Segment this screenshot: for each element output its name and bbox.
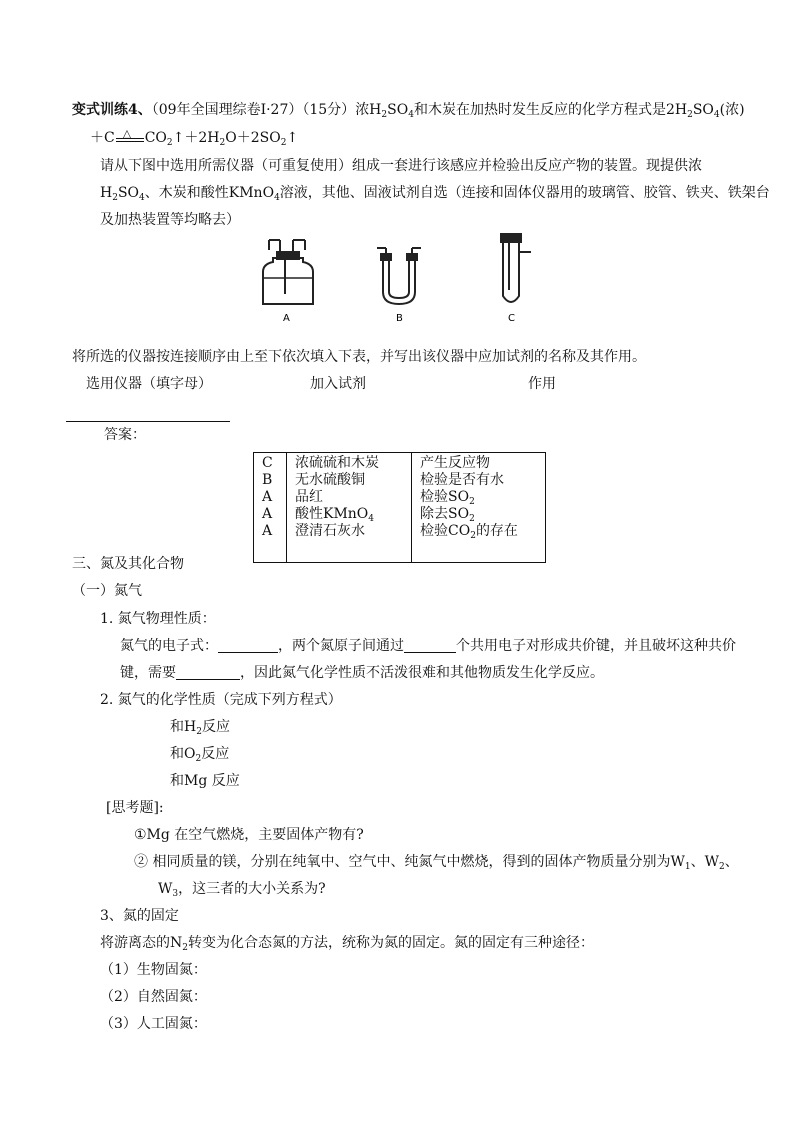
answer-role [420, 489, 537, 506]
answer-role [420, 506, 537, 523]
subscript: 4 [368, 514, 375, 524]
answer-reagent: 澄清石灰水 [295, 523, 365, 539]
subscript: 2 [112, 193, 118, 203]
text: ② 相同质量的镁，分别在纯氧中、空气中、纯氮气中燃烧，得到的固体产物质量分别为W [134, 854, 685, 870]
equation-line [90, 128, 298, 148]
subscript: 2 [196, 727, 202, 737]
subscript: 2 [182, 943, 188, 953]
text: 和O [170, 746, 196, 762]
answer-role-text: 的存在 [475, 523, 518, 539]
text: 反应 [201, 719, 230, 735]
fixation-way-2: （2）自然固氮： [100, 989, 207, 1005]
answer-role-text: 检验CO [420, 523, 471, 539]
stem-text: SO [692, 102, 714, 118]
subscript: 2 [219, 138, 226, 148]
text: ，因此氮气化学性质不活泼很难和其他物质发生化学反应。 [240, 665, 604, 681]
text: 溶液，其他、固液试剂自选（连接和固体仪器用的玻璃管、胶管、铁夹、铁架台 [279, 185, 770, 201]
item-1-line-2 [120, 663, 604, 683]
heating-equals-sign [115, 128, 145, 148]
text: ，两个氮原子间通过 [278, 638, 404, 654]
think-question-2 [134, 852, 739, 872]
fixation-way-3: （3）人工固氮： [100, 1016, 207, 1032]
think-question-1: ①Mg 在空气燃烧，主要固体产物有? [134, 827, 364, 843]
answer-role: 产生反应物 [420, 455, 490, 471]
exercise-line-1 [72, 100, 745, 120]
answer-col-reagent [287, 453, 412, 563]
section-title: 三、氮及其化合物 [72, 556, 184, 572]
subscript: 2 [718, 862, 725, 872]
col-header-reagent: 加入试剂 [310, 376, 366, 392]
answer-reagent-text: 酸性KMnO [295, 506, 369, 522]
subscript: 3 [172, 889, 179, 899]
stem-text: SO [387, 102, 409, 118]
text: ，这三者的大小关系为? [178, 881, 326, 897]
item-3-description [100, 933, 594, 953]
subscript: 2 [469, 497, 475, 507]
eq-text: ＋C [90, 130, 115, 146]
answer-label: 答案： [104, 427, 146, 443]
answer-reagent: 浓硫硫和木炭 [295, 455, 379, 471]
exercise-source: （09年全国理综卷Ⅰ·27）（15分） [151, 102, 356, 118]
answer-role-text: 除去SO [420, 506, 470, 522]
stem-text: 和木炭在加热时发生反应的化学方程式是2H [413, 102, 688, 118]
answer-col-instrument [254, 453, 287, 563]
eq-text: ↑＋2H [172, 130, 220, 146]
col-header-role: 作用 [528, 376, 556, 392]
fixation-way-1: （1）生物固氮： [100, 962, 207, 978]
subscript: 2 [166, 138, 173, 148]
stem-text: (浓) [719, 102, 745, 118]
stem-text: 浓H [355, 102, 382, 118]
subscript: 2 [469, 514, 475, 524]
think-heading: [思考题]: [106, 800, 164, 816]
item-1-line-1 [120, 636, 736, 656]
subsection-title: （一）氮气 [72, 583, 142, 599]
gas-washing-bottle-icon [263, 240, 313, 304]
answer-reagent: 品红 [295, 489, 323, 505]
text: 个共用电子对形成共价键，并且破坏这种共价 [456, 638, 736, 654]
answer-inst: B [262, 472, 273, 488]
apparatus-label-c: C [508, 313, 515, 324]
eq-text: CO [144, 130, 167, 146]
answer-inst: A [262, 489, 273, 505]
subscript: 4 [274, 193, 280, 203]
answer-role: 检验是否有水 [420, 472, 504, 488]
text: 氮气的电子式： [120, 638, 218, 654]
heat-condition: △ [122, 127, 132, 140]
answer-role-text: 检验SO [420, 489, 470, 505]
answer-table [253, 452, 546, 563]
text: 和H [170, 719, 197, 735]
item-1-heading: 1. 氮气物理性质： [100, 611, 216, 627]
subscript: 2 [687, 110, 693, 120]
answer-inst: C [262, 455, 273, 471]
eq-text: ↑ [286, 130, 299, 146]
exercise-line-4 [100, 183, 770, 203]
fill-instruction: 将所选的仪器按连接顺序由上至下依次填入下表，并写出该仪器中应加试剂的名称及其作用。 [72, 349, 646, 365]
text: W [158, 881, 173, 897]
fill-blank[interactable] [218, 638, 278, 653]
apparatus-label-a: A [283, 313, 290, 324]
fill-blank[interactable] [176, 665, 240, 680]
answer-col-role [412, 453, 546, 563]
item-3-heading: 3、氮的固定 [100, 908, 179, 924]
text: 反应 [201, 746, 230, 762]
apparatus-figure [255, 230, 545, 325]
u-tube-icon [377, 248, 421, 304]
subscript: 4 [408, 110, 414, 120]
eq-text: O＋2SO [225, 130, 281, 146]
subscript: 2 [280, 138, 287, 148]
text: SO [117, 185, 140, 201]
text: 、W [690, 854, 719, 870]
reaction-h2 [170, 717, 230, 737]
exercise-line-3: 请从下图中选用所需仪器（可重复使用）组成一套进行该感应并检验出反应产物的装置。现提供浓 [100, 158, 702, 174]
subscript: 2 [195, 754, 202, 764]
reaction-mg: 和Mg 反应 [170, 773, 240, 789]
think-question-2-cont [158, 879, 326, 899]
item-2-heading: 2. 氮气的化学性质（完成下列方程式） [100, 692, 342, 708]
text: 键，需要 [120, 665, 176, 681]
text: 、 [724, 854, 739, 870]
col-header-instrument: 选用仪器（填字母） [86, 376, 212, 392]
exercise-line-5: 及加热装置等均略去） [100, 212, 240, 228]
subscript: 4 [713, 110, 720, 120]
answer-role [420, 523, 537, 540]
reaction-o2 [170, 744, 229, 764]
answer-divider [66, 421, 230, 422]
text: 、木炭和酸性KMnO [144, 185, 275, 201]
test-tube-icon [501, 234, 531, 302]
subscript: 2 [381, 110, 388, 120]
answer-reagent: 无水硫酸铜 [295, 472, 365, 488]
subscript: 1 [684, 862, 691, 872]
exercise-title: 变式训练4、 [72, 102, 152, 118]
text: 转变为化合态氮的方法，统称为氮的固定。氮的固定有三种途径： [187, 935, 594, 951]
apparatus-label-b: B [396, 313, 403, 324]
answer-inst: A [262, 523, 273, 539]
answer-reagent [295, 506, 403, 523]
subscript: 4 [139, 193, 145, 203]
fill-blank[interactable] [404, 638, 456, 653]
subscript: 2 [470, 531, 476, 541]
text: 将游离态的N [100, 935, 183, 951]
text: H [100, 185, 113, 201]
answer-inst: A [262, 506, 273, 522]
